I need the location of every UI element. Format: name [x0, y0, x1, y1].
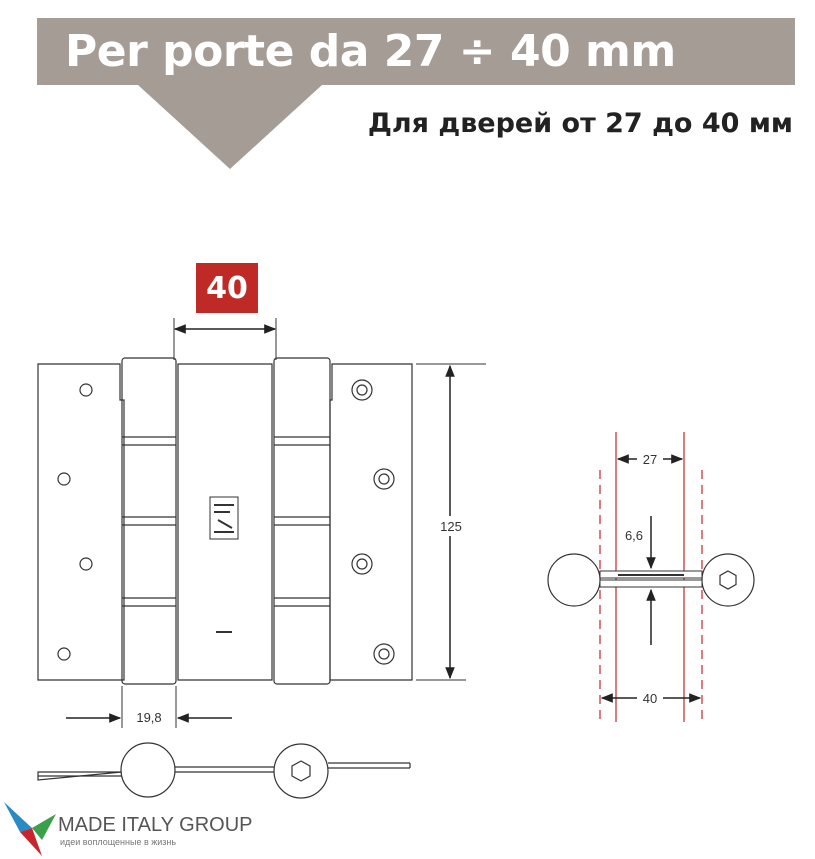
gap-label: 6,6 [624, 528, 644, 543]
knuckle-dimension [66, 686, 232, 728]
height-dimension [416, 364, 486, 680]
title-italian: Per porte da 27 ÷ 40 mm [65, 26, 676, 77]
made-italy-logo-icon [2, 800, 56, 858]
door-width-badge: 40 [196, 263, 258, 313]
title-russian: Для дверей от 27 до 40 мм [367, 108, 793, 139]
knuckle-label: 19,8 [136, 710, 162, 725]
door-thickness-detail [548, 432, 754, 722]
height-label: 125 [440, 519, 462, 534]
width-dimension [174, 318, 276, 360]
brand-name: MADE ITALY GROUP [58, 814, 253, 836]
hinge-front-view [38, 358, 412, 684]
hinge-bottom-view [38, 743, 410, 798]
manufacturer-stamp [210, 497, 238, 632]
min-door-label: 27 [642, 452, 658, 467]
brand-tagline: идеи воплощенные в жизнь [60, 837, 177, 847]
max-door-label: 40 [642, 691, 658, 706]
